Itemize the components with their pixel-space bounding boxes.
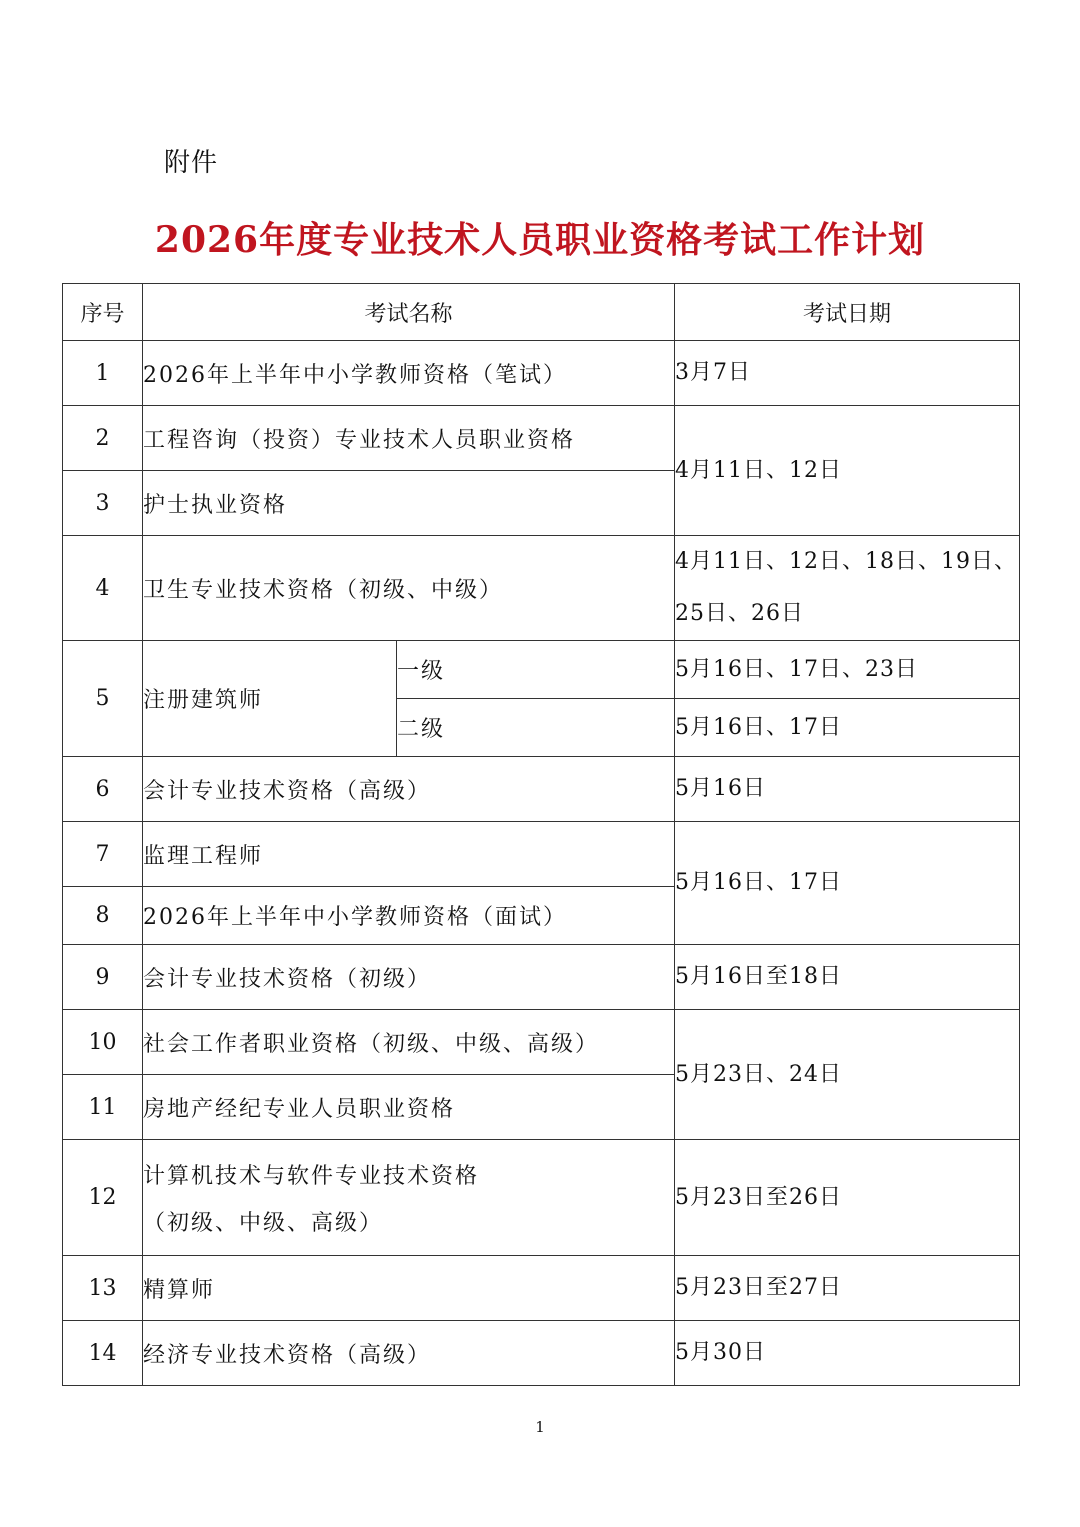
- row-seq: 3: [63, 471, 143, 536]
- row-exam-date: 5月16日: [675, 757, 1020, 822]
- row-seq: 6: [63, 757, 143, 822]
- row-exam-name: 精算师: [143, 1256, 675, 1321]
- row-seq: 2: [63, 406, 143, 471]
- row-seq: 5: [63, 641, 143, 757]
- row-exam-name: 经济专业技术资格（高级）: [143, 1321, 675, 1386]
- table-row: [63, 641, 1020, 699]
- table-row: [63, 822, 1020, 887]
- row-exam-date: 5月16日、17日: [675, 699, 1020, 757]
- row-exam-date: 3月7日: [675, 341, 1020, 406]
- table-row: [63, 406, 1020, 471]
- row-seq: 7: [63, 822, 143, 887]
- row-seq: 11: [63, 1075, 143, 1140]
- row-seq: 13: [63, 1256, 143, 1321]
- row-exam-name: 护士执业资格: [143, 471, 675, 536]
- row-exam-date: 5月23日、24日: [675, 1010, 1020, 1140]
- row-seq: 4: [63, 536, 143, 641]
- row-exam-name: [143, 1140, 675, 1256]
- attachment-label: 附件: [164, 148, 219, 178]
- header-seq: 序号: [63, 284, 143, 341]
- row-exam-date: 5月16日至18日: [675, 945, 1020, 1010]
- document-title: 2026年度专业技术人员职业资格考试工作计划: [154, 219, 926, 261]
- row-exam-name: 会计专业技术资格（高级）: [143, 757, 675, 822]
- row-exam-name: 会计专业技术资格（初级）: [143, 945, 675, 1010]
- row-seq: 9: [63, 945, 143, 1010]
- row-exam-name: 2026年上半年中小学教师资格（笔试）: [143, 341, 675, 406]
- row-exam-date: 4月11日、12日: [675, 406, 1020, 536]
- table-row: [63, 341, 1020, 406]
- table-row: [63, 536, 1020, 641]
- table-row: [63, 1140, 1020, 1256]
- row-exam-name: 监理工程师: [143, 822, 675, 887]
- row-exam-name: 房地产经纪专业人员职业资格: [143, 1075, 675, 1140]
- row-exam-name: 工程咨询（投资）专业技术人员职业资格: [143, 406, 675, 471]
- date-line: 4月11日、12日、18日、19日、: [675, 549, 1017, 574]
- table-row: [63, 945, 1020, 1010]
- row-exam-date: 5月16日、17日、23日: [675, 641, 1020, 699]
- row-exam-date: 5月23日至27日: [675, 1256, 1020, 1321]
- row-exam-name: 卫生专业技术资格（初级、中级）: [143, 536, 675, 641]
- row-exam-name: 2026年上半年中小学教师资格（面试）: [143, 887, 675, 945]
- row-seq: 10: [63, 1010, 143, 1075]
- table-row: [63, 1010, 1020, 1075]
- row-exam-date: [675, 536, 1020, 641]
- row-seq: 14: [63, 1321, 143, 1386]
- table-row: [63, 1256, 1020, 1321]
- row-exam-date: 5月23日至26日: [675, 1140, 1020, 1256]
- table-row: [63, 1321, 1020, 1386]
- row-exam-level: 二级: [397, 699, 675, 757]
- row-exam-level: 一级: [397, 641, 675, 699]
- name-line: （初级、中级、高级）: [143, 1210, 384, 1236]
- row-seq: 1: [63, 341, 143, 406]
- page-number: 1: [535, 1418, 545, 1436]
- row-exam-name: 社会工作者职业资格（初级、中级、高级）: [143, 1010, 675, 1075]
- row-exam-date: 5月30日: [675, 1321, 1020, 1386]
- row-exam-name: 注册建筑师: [143, 641, 397, 757]
- header-name: 考试名称: [143, 284, 675, 341]
- row-seq: 12: [63, 1140, 143, 1256]
- table-row: [63, 757, 1020, 822]
- exam-schedule-table: [62, 283, 1020, 1386]
- table-header-row: [63, 284, 1020, 341]
- row-exam-date: 5月16日、17日: [675, 822, 1020, 945]
- row-seq: 8: [63, 887, 143, 945]
- date-line: 25日、26日: [675, 601, 805, 626]
- name-line: 计算机技术与软件专业技术资格: [143, 1163, 480, 1189]
- header-date: 考试日期: [675, 284, 1020, 341]
